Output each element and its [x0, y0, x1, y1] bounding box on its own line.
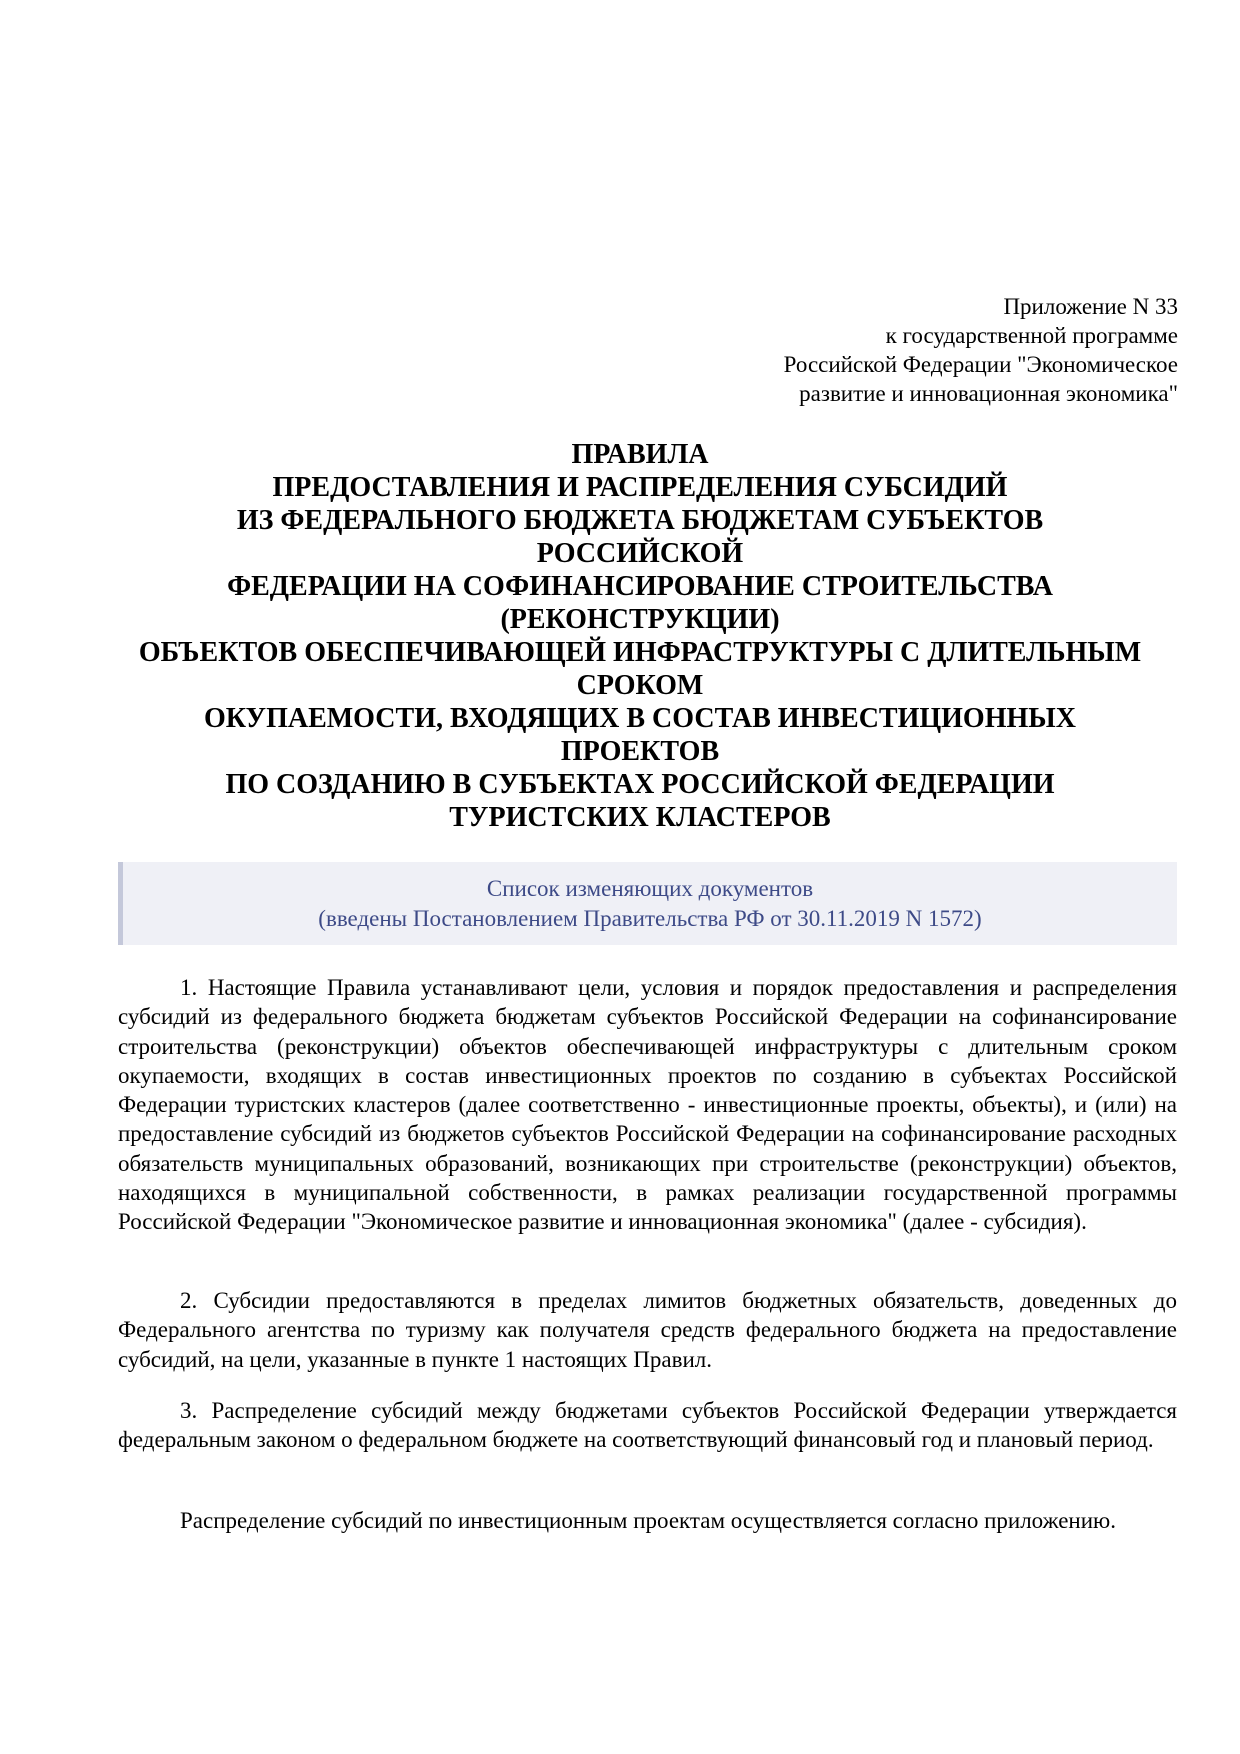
- clause-1-text: 1. Настоящие Правила устанавливают цели, условия и порядок предоставления и распределения субсидий из федерального бюджета бюджетам субъектов Российской Федерации на софинансирование строительства (реконструкции) объектов обеспечивающей инфраструктуры с длительным сроком окупаемости, входящих в состав инвестиционных проектов по созданию в субъектах Российской Федерации туристских кластеров (далее соответственно - инвестиционные проекты, объекты), и (или) на предоставление субсидий из бюджетов субъектов Российской Федерации на софинансирование расходных обязательств муниципальных образований, возникающих при строительстве (реконструкции) объектов, находящихся в муниципальной собственности, в рамках реализации государственной программы Российской Федерации "Экономическое развитие и инновационная экономика" (далее - субсидия).: [118, 975, 1177, 1235]
- title-line: (РЕКОНСТРУКЦИИ): [500, 604, 780, 635]
- clause-3-continuation-text: Распределение субсидий по инвестиционным проектам осуществляется согласно приложению.: [180, 1508, 1116, 1533]
- title-line: РОССИЙСКОЙ: [536, 538, 744, 569]
- amending-documents-note: (введены Постановлением Правительства РФ от 30.11.2019 N 1572): [318, 906, 982, 931]
- title-line: ПРАВИЛА: [571, 439, 709, 470]
- title-line: СРОКОМ: [576, 670, 704, 701]
- title-line: ФЕДЕРАЦИИ НА СОФИНАНСИРОВАНИЕ СТРОИТЕЛЬСТВА: [227, 571, 1053, 602]
- title-line: ПО СОЗДАНИЮ В СУБЪЕКТАХ РОССИЙСКОЙ ФЕДЕРАЦИИ: [225, 769, 1055, 800]
- clause-2-text: 2. Субсидии предоставляются в пределах лимитов бюджетных обязательств, доведенных до Федерального агентства по туризму как получателя средств федерального бюджета на предоставление субсидий, на цели, указанные в пункте 1 настоящих Правил.: [118, 1288, 1177, 1372]
- title-line: ТУРИСТСКИХ КЛАСТЕРОВ: [449, 802, 831, 833]
- clause-3-continuation: [118, 1506, 1177, 1535]
- title-line: ПРОЕКТОВ: [560, 736, 720, 767]
- appendix-reference: [640, 292, 1178, 408]
- clause-2: [118, 1286, 1177, 1374]
- clause-3-text: 3. Распределение субсидий между бюджетами субъектов Российской Федерации утверждается федеральным законом о федеральном бюджете на соответствующий финансовый год и плановый период.: [118, 1398, 1177, 1453]
- title-line: ПРЕДОСТАВЛЕНИЯ И РАСПРЕДЕЛЕНИЯ СУБСИДИЙ: [272, 472, 1008, 503]
- appendix-line: развитие и инновационная экономика": [799, 381, 1178, 406]
- clause-1: [118, 973, 1177, 1237]
- title-line: ОКУПАЕМОСТИ, ВХОДЯЩИХ В СОСТАВ ИНВЕСТИЦИОННЫХ: [204, 703, 1076, 734]
- clause-3: [118, 1396, 1177, 1455]
- title-line: ИЗ ФЕДЕРАЛЬНОГО БЮДЖЕТА БЮДЖЕТАМ СУБЪЕКТОВ: [236, 505, 1044, 536]
- appendix-line: Приложение N 33: [1003, 294, 1178, 319]
- title-line: ОБЪЕКТОВ ОБЕСПЕЧИВАЮЩЕЙ ИНФРАСТРУКТУРЫ С ДЛИТЕЛЬНЫМ: [138, 637, 1142, 668]
- amending-documents-heading: Список изменяющих документов: [486, 876, 814, 901]
- document-title: [110, 438, 1170, 834]
- amending-documents-box: [118, 862, 1177, 945]
- appendix-line: к государственной программе: [885, 323, 1178, 348]
- appendix-line: Российской Федерации "Экономическое: [783, 352, 1178, 377]
